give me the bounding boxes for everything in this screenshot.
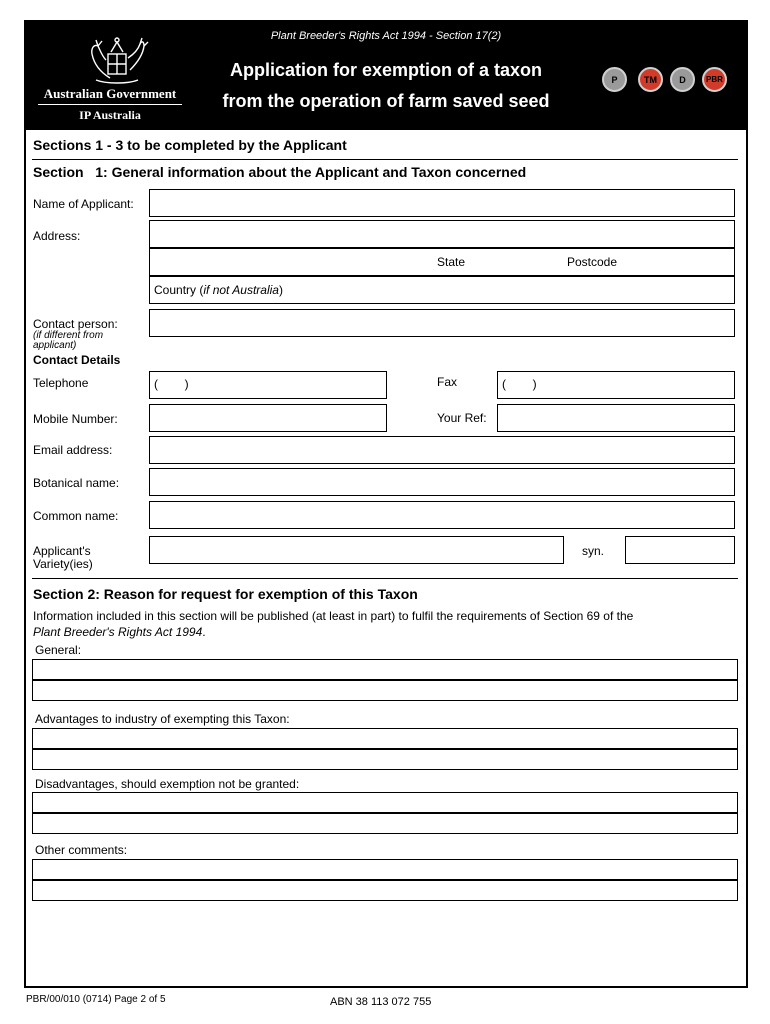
disadvantages-input-line-2[interactable] [32,813,738,834]
telephone-label: Telephone [33,376,89,390]
coat-of-arms-icon [82,34,152,86]
logo-subtext: IP Australia [79,108,141,122]
address-line-1-input[interactable] [149,220,735,248]
section2-info: Information included in this section will be published (at least in part) to fulfil the requirements of Section 69 of the [33,609,634,623]
contact-person-note: (if different from [33,330,104,341]
general-input-line-1[interactable] [32,659,738,680]
advantages-input-line-2[interactable] [32,749,738,770]
logo-text: Australian Government [43,86,177,101]
section2-heading: Section 2: Reason for request for exemption of this Taxon [33,586,418,602]
mobile-label: Mobile Number: [33,412,118,426]
badge-d-icon: D [670,67,695,92]
general-label: General: [35,643,82,657]
section2-info-cont: Plant Breeder's Rights Act 1994. [33,625,206,639]
name-input[interactable] [149,189,735,217]
email-input[interactable] [149,436,735,464]
sections-intro: Sections 1 - 3 to be completed by the Applicant [33,137,347,153]
fax-label: Fax [437,375,458,389]
mobile-input[interactable] [149,404,387,432]
syn-label: syn. [582,544,605,558]
other-comments-input-line-1[interactable] [32,859,738,880]
disadvantages-input-line-1[interactable] [32,792,738,813]
botanical-name-label: Botanical name: [33,476,120,490]
name-label: Name of Applicant: [33,197,134,211]
variety-input[interactable] [149,536,564,564]
section1-heading: Section 1: General information about the Applicant and Taxon concerned [33,164,527,180]
variety-label-cont: Variety(ies) [33,557,93,571]
form-code: PBR/00/010 (0714) Page 2 of 5 [26,994,166,1005]
variety-label: Applicant's [33,544,91,558]
syn-input[interactable] [625,536,735,564]
contact-details-heading: Contact Details [33,353,121,367]
contact-person-input[interactable] [149,309,735,337]
form-title-line-1: Application for exemption of a taxon [229,60,543,80]
common-name-input[interactable] [149,501,735,529]
email-label: Email address: [33,443,113,457]
your-ref-input[interactable] [497,404,735,432]
other-comments-label: Other comments: [35,843,128,857]
divider [32,578,738,579]
divider [32,159,738,160]
postcode-label: Postcode [567,255,618,269]
logo-divider [38,104,182,105]
badge-p-icon: P [602,67,627,92]
fax-area-code: ( ) [502,377,537,391]
state-label: State [437,255,466,269]
page-header [24,20,748,130]
contact-person-note-cont: applicant) [33,340,77,351]
general-input-line-2[interactable] [32,680,738,701]
form-title-line-2: from the operation of farm saved seed [222,91,550,111]
abn: ABN 38 113 072 755 [330,996,432,1008]
common-name-label: Common name: [33,509,119,523]
botanical-name-input[interactable] [149,468,735,496]
other-comments-input-line-2[interactable] [32,880,738,901]
address-label: Address: [33,229,81,243]
advantages-label: Advantages to industry of exempting this Taxon: [35,712,290,726]
telephone-area-code: ( ) [154,377,189,391]
act-reference: Plant Breeder's Rights Act 1994 - Section 17(2) [270,30,502,42]
disadvantages-label: Disadvantages, should exemption not be granted: [35,777,300,791]
advantages-input-line-1[interactable] [32,728,738,749]
contact-person-label: Contact person: [33,317,118,331]
badge-pbr-icon: PBR [702,67,727,92]
badge-tm-icon: TM [638,67,663,92]
country-label: Country (if not Australia) [154,283,283,297]
your-ref-label: Your Ref: [437,411,487,425]
